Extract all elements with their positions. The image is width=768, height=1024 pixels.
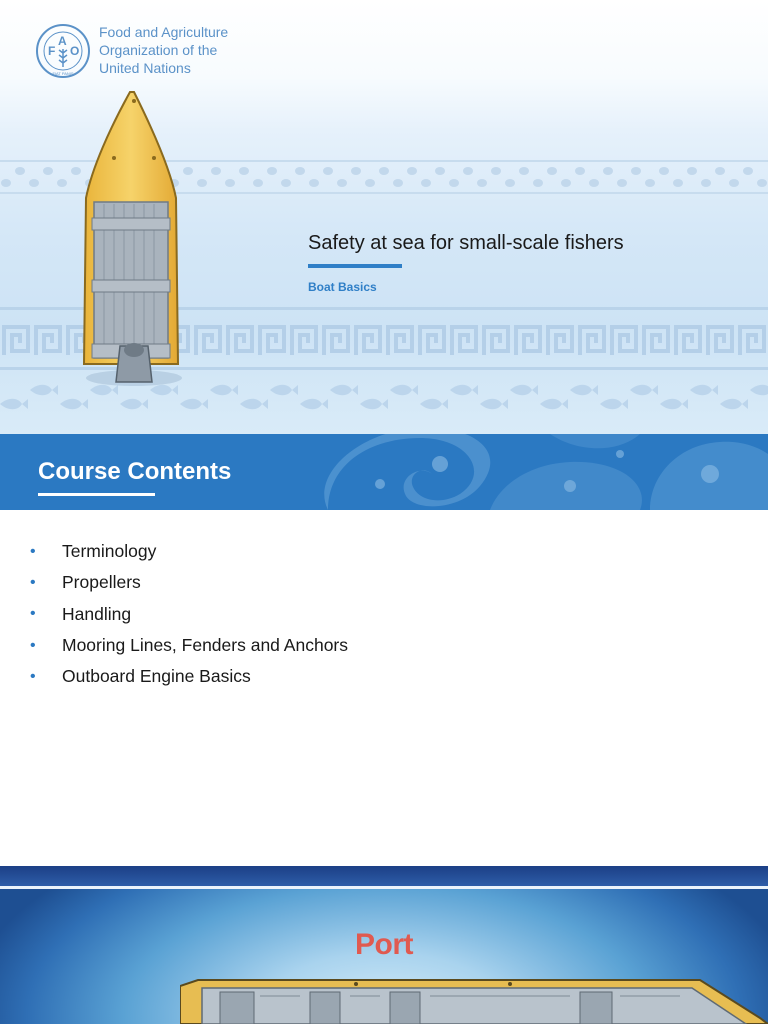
bullet-icon: • — [30, 636, 36, 654]
list-item — [30, 567, 348, 598]
presentation-subtitle: Boat Basics — [308, 280, 377, 294]
boat-illustration-side-view — [180, 978, 768, 1024]
bullet-icon: • — [30, 605, 36, 623]
svg-text:F: F — [48, 44, 56, 58]
fao-logo — [35, 23, 228, 79]
logo-line-2: Organization of the — [99, 42, 218, 58]
title-slide — [0, 0, 768, 434]
list-item — [30, 599, 348, 630]
list-item — [30, 536, 348, 567]
list-item — [30, 630, 348, 661]
list-item-text: Outboard Engine Basics — [62, 666, 251, 687]
course-contents-slide — [0, 434, 768, 866]
logo-line-3: United Nations — [99, 60, 191, 76]
section-header — [0, 434, 768, 510]
list-item-text: Mooring Lines, Fenders and Anchors — [62, 635, 348, 656]
list-item — [30, 661, 348, 692]
port-slide — [0, 866, 768, 1024]
boat-illustration-top-view — [70, 88, 195, 388]
svg-text:FIAT PANIS: FIAT PANIS — [52, 71, 74, 76]
slide-top-line — [0, 886, 768, 889]
logo-line-1: Food and Agriculture — [99, 24, 229, 40]
list-item-text: Terminology — [62, 541, 157, 562]
fao-logo-text — [99, 23, 228, 77]
presentation-title: Safety at sea for small-scale fishers — [308, 232, 624, 254]
section-title: Course Contents — [38, 458, 232, 485]
svg-text:O: O — [70, 44, 80, 58]
svg-text:A: A — [58, 34, 67, 48]
course-contents-list — [30, 536, 348, 692]
list-item-text: Propellers — [62, 572, 141, 593]
list-item-text: Handling — [62, 603, 132, 624]
slide-top-strip — [0, 866, 768, 886]
bullet-icon: • — [30, 667, 36, 685]
port-label: Port — [355, 928, 413, 961]
title-underline — [308, 264, 402, 268]
bullet-icon: • — [30, 573, 36, 591]
decorative-swirl-art — [320, 434, 768, 510]
bullet-icon: • — [30, 542, 36, 560]
section-title-underline — [38, 493, 155, 496]
fao-emblem-icon — [35, 23, 91, 79]
